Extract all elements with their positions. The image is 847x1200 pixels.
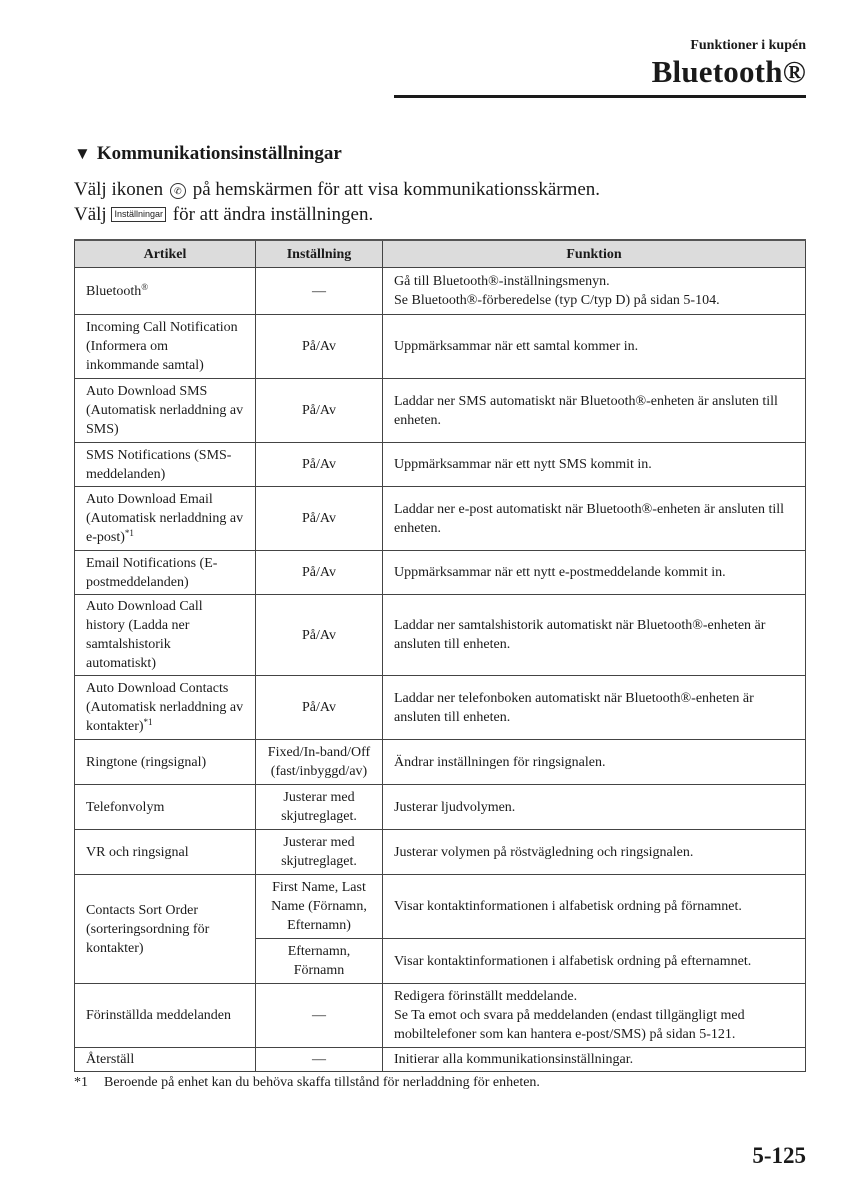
table-row — [75, 315, 806, 379]
table-row — [75, 379, 806, 443]
section-heading-text: Kommunikationsinställningar — [96, 143, 342, 164]
setting-cell: På/Av — [256, 379, 383, 443]
phone-icon: ✆ — [170, 183, 186, 199]
section-label: Funktioner i kupén — [690, 38, 806, 53]
table-header-row — [75, 240, 806, 268]
item-cell: Email Notifications (E-postmeddelanden) — [75, 551, 256, 595]
item-cell: VR och ringsignal — [75, 830, 256, 875]
function-cell: Justerar ljudvolymen. — [383, 785, 806, 830]
setting-cell: På/Av — [256, 315, 383, 379]
section-heading — [74, 143, 342, 165]
table-row — [75, 443, 806, 487]
setting-cell: Fixed/In-band/Off (fast/inbyggd/av) — [256, 740, 383, 785]
function-cell: Laddar ner telefonboken automatiskt när Bluetooth®-enheten är ansluten till enheten. — [383, 676, 806, 740]
function-cell: Ändrar inställningen för ringsignalen. — [383, 740, 806, 785]
table-row — [75, 875, 806, 939]
setting-cell: Justerar med skjutreglaget. — [256, 830, 383, 875]
intro-line-2 — [74, 204, 373, 226]
function-cell: Visar kontaktinformationen i alfabetisk ordning på förnamnet. — [383, 875, 806, 939]
table-row — [75, 676, 806, 740]
table-row — [75, 785, 806, 830]
setting-cell: Justerar med skjutreglaget. — [256, 785, 383, 830]
footnote — [74, 1075, 540, 1091]
item-cell: Incoming Call Notification (Informera om inkommande samtal) — [75, 315, 256, 379]
setting-cell: På/Av — [256, 595, 383, 676]
footnote-text: Beroende på enhet kan du behöva skaffa tillstånd för nerladdning för enheten. — [104, 1075, 540, 1090]
item-cell: Auto Download Email (Automatisk nerladdning av e-post)$^{*1}$ — [75, 487, 256, 551]
table-row — [75, 830, 806, 875]
triangle-marker-icon: ▼ — [74, 144, 91, 163]
table-row — [75, 595, 806, 676]
function-cell: Laddar ner SMS automatiskt när Bluetooth®-enheten är ansluten till enheten. — [383, 379, 806, 443]
item-cell: Ringtone (ringsignal) — [75, 740, 256, 785]
page-number: 5-125 — [752, 1143, 806, 1168]
column-header-function: Funktion — [383, 240, 806, 268]
table-row — [75, 984, 806, 1048]
function-cell: Gå till Bluetooth®-inställningsmenyn. Se Bluetooth®-förberedelse (typ C/typ D) på sidan 5-104. — [383, 268, 806, 315]
setting-cell: First Name, Last Name (Förnamn, Efternamn) — [256, 875, 383, 939]
settings-table — [74, 239, 806, 1072]
setting-cell: På/Av — [256, 551, 383, 595]
item-cell: Telefonvolym — [75, 785, 256, 830]
function-cell: Laddar ner samtalshistorik automatiskt när Bluetooth®-enheten är ansluten till enheten. — [383, 595, 806, 676]
item-cell: Förinställda meddelanden — [75, 984, 256, 1048]
intro-text: Välj — [74, 204, 107, 225]
function-cell: Laddar ner e-post automatiskt när Bluetooth®-enheten är ansluten till enheten. — [383, 487, 806, 551]
table-row — [75, 551, 806, 595]
column-header-setting: Inställning — [256, 240, 383, 268]
function-cell: Initierar alla kommunikationsinställningar. — [383, 1048, 806, 1072]
intro-text: Välj ikonen — [74, 179, 164, 200]
item-cell: SMS Notifications (SMS-meddelanden) — [75, 443, 256, 487]
function-cell: Redigera förinställt meddelande. Se Ta emot och svara på meddelanden (endast tillgängligt med mobiltelefoner som kan hantera e-post/SMS) på sidan 5-121. — [383, 984, 806, 1048]
page-title: Bluetooth® — [651, 54, 806, 89]
function-cell: Uppmärksammar när ett nytt e-postmeddelande kommit in. — [383, 551, 806, 595]
setting-cell: På/Av — [256, 676, 383, 740]
function-cell: Uppmärksammar när ett nytt SMS kommit in. — [383, 443, 806, 487]
setting-cell: — — [256, 1048, 383, 1072]
item-cell: Auto Download SMS (Automatisk nerladdning av SMS) — [75, 379, 256, 443]
column-header-item: Artikel — [75, 240, 256, 268]
header-rule — [394, 95, 806, 98]
setting-cell: På/Av — [256, 487, 383, 551]
item-cell: Contacts Sort Order (sorteringsordning för kontakter) — [75, 875, 256, 984]
setting-cell: — — [256, 984, 383, 1048]
intro-line-1 — [74, 179, 600, 201]
intro-text: på hemskärmen för att visa kommunikationsskärmen. — [192, 179, 601, 200]
item-cell: Auto Download Call history (Ladda ner samtalshistorik automatiskt) — [75, 595, 256, 676]
intro-text: för att ändra inställningen. — [172, 204, 374, 225]
function-cell: Uppmärksammar när ett samtal kommer in. — [383, 315, 806, 379]
item-cell: Auto Download Contacts (Automatisk nerladdning av kontakter)$^{*1}$ — [75, 676, 256, 740]
setting-cell: — — [256, 268, 383, 315]
table-row — [75, 740, 806, 785]
function-cell: Justerar volymen på röstvägledning och ringsignalen. — [383, 830, 806, 875]
item-cell: Bluetooth® — [75, 268, 256, 315]
setting-cell: På/Av — [256, 443, 383, 487]
item-cell: Återställ — [75, 1048, 256, 1072]
table-row — [75, 487, 806, 551]
table-row — [75, 1048, 806, 1072]
setting-cell: Efternamn, Förnamn — [256, 939, 383, 984]
table-row — [75, 268, 806, 315]
function-cell: Visar kontaktinformationen i alfabetisk ordning på efternamnet. — [383, 939, 806, 984]
footnote-mark: *1 — [74, 1075, 88, 1090]
settings-button-glyph: Inställningar — [111, 207, 166, 222]
